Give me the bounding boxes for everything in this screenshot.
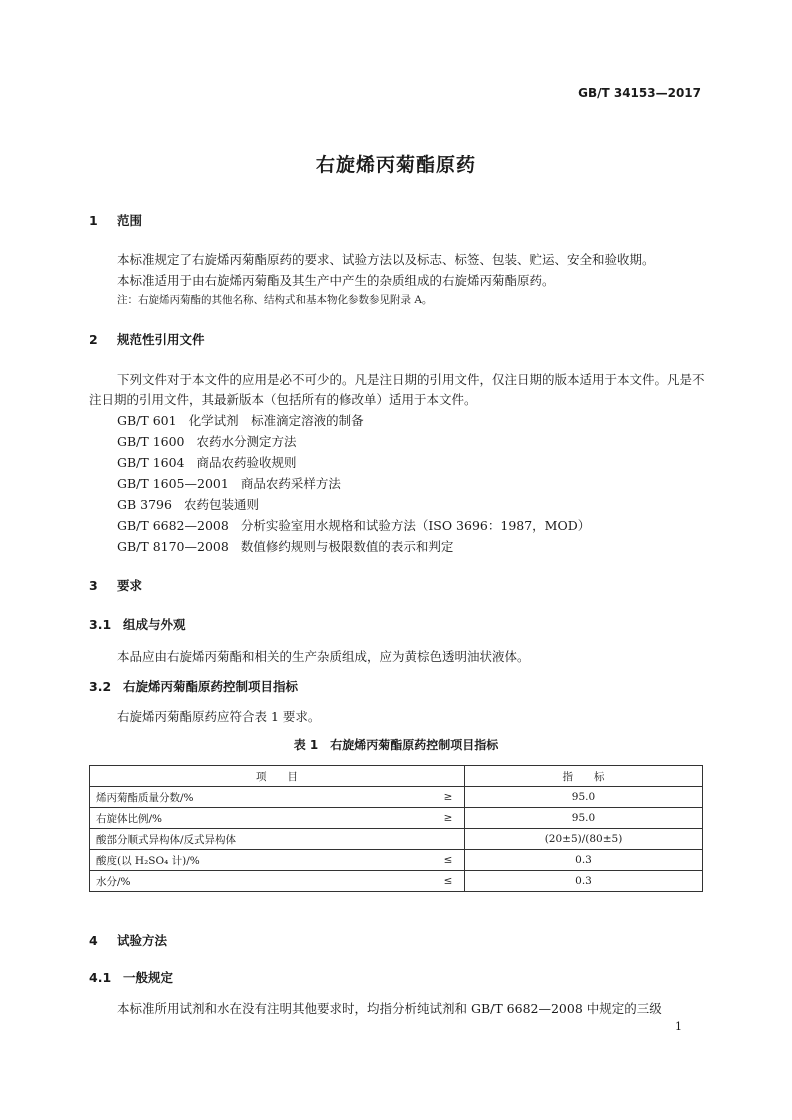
section-3-2-heading bbox=[89, 677, 298, 695]
page-number: 1 bbox=[675, 1020, 682, 1033]
reference-title: 商品农药验收规则 bbox=[196, 455, 297, 470]
row-operator: ≥ bbox=[432, 808, 465, 829]
reference-item bbox=[117, 432, 297, 450]
section-number: 2 bbox=[89, 332, 98, 347]
section-number: 4 bbox=[89, 933, 98, 948]
section-title: 组成与外观 bbox=[123, 617, 186, 632]
section-number: 3.2 bbox=[89, 679, 112, 694]
document-title: 右旋烯丙菊酯原药 bbox=[315, 154, 476, 176]
section-1-heading bbox=[89, 211, 142, 229]
row-operator: ≤ bbox=[432, 850, 465, 871]
row-operator: ≥ bbox=[432, 787, 465, 808]
row-item: 酸度(以 H₂SO₄ 计)/% bbox=[90, 850, 433, 871]
section-title: 规范性引用文件 bbox=[117, 332, 205, 347]
general-provisions-text: 本标准所用试剂和水在没有注明其他要求时，均指分析纯试剂和 GB/T 6682—2008 中规定的三级 bbox=[117, 1001, 662, 1016]
table-header-row bbox=[90, 766, 703, 787]
reference-title: 农药水分测定方法 bbox=[196, 434, 297, 449]
section-number: 1 bbox=[89, 213, 98, 228]
row-item: 烯丙菊酯质量分数/% bbox=[90, 787, 433, 808]
section-title: 范围 bbox=[117, 213, 143, 228]
scope-paragraph-2: 本标准适用于由右旋烯丙菊酯及其生产中产生的杂质组成的右旋烯丙菊酯原药。 bbox=[117, 273, 555, 288]
reference-code: GB/T 8170—2008 bbox=[117, 539, 229, 554]
section-4-1-heading bbox=[89, 968, 173, 986]
reference-code: GB/T 1604 bbox=[117, 455, 185, 470]
reference-code: GB/T 6682—2008 bbox=[117, 518, 229, 533]
table-row bbox=[90, 787, 703, 808]
section-number: 4.1 bbox=[89, 970, 112, 985]
reference-item bbox=[117, 411, 364, 429]
section-3-1-heading bbox=[89, 615, 186, 633]
reference-item bbox=[117, 516, 590, 534]
section-number: 3 bbox=[89, 578, 98, 593]
reference-title: 商品农药采样方法 bbox=[240, 476, 341, 491]
references-intro: 下列文件对于本文件的应用是必不可少的。凡是注日期的引用文件，仅注日期的版本适用于本文件。凡是不注日期的引用文件，其最新版本（包括所有的修改单）适用于本文件。 bbox=[89, 372, 705, 407]
reference-title: 分析实验室用水规格和试验方法（ISO 3696：1987，MOD） bbox=[240, 518, 591, 533]
reference-code: GB/T 1605—2001 bbox=[117, 476, 229, 491]
reference-code: GB/T 601 bbox=[117, 413, 177, 428]
table-caption: 表 1 右旋烯丙菊酯原药控制项目指标 bbox=[293, 738, 499, 752]
reference-code: GB/T 1600 bbox=[117, 434, 185, 449]
reference-code: GB 3796 bbox=[117, 497, 172, 512]
scope-note: 注：右旋烯丙菊酯的其他名称、结构式和基本物化参数参见附录 A。 bbox=[117, 294, 433, 306]
row-item: 水分/% bbox=[90, 871, 433, 892]
table-reference-text: 右旋烯丙菊酯原药应符合表 1 要求。 bbox=[117, 709, 321, 724]
reference-title: 数值修约规则与极限数值的表示和判定 bbox=[240, 539, 454, 554]
row-value: (20±5)/(80±5) bbox=[465, 829, 703, 850]
row-operator bbox=[432, 829, 465, 850]
scope-paragraph-1: 本标准规定了右旋烯丙菊酯原药的要求、试验方法以及标志、标签、包装、贮运、安全和验收期。 bbox=[117, 252, 655, 267]
row-value: 0.3 bbox=[465, 871, 703, 892]
standard-number: GB/T 34153—2017 bbox=[578, 86, 701, 100]
reference-item bbox=[117, 537, 453, 555]
section-title: 试验方法 bbox=[117, 933, 168, 948]
appearance-text: 本品应由右旋烯丙菊酯和相关的生产杂质组成，应为黄棕色透明油状液体。 bbox=[117, 649, 530, 664]
reference-item bbox=[117, 474, 341, 492]
section-4-heading bbox=[89, 931, 167, 949]
section-2-heading bbox=[89, 330, 205, 348]
table-row bbox=[90, 829, 703, 850]
column-header-value: 指 标 bbox=[465, 766, 703, 787]
table-row bbox=[90, 871, 703, 892]
row-value: 95.0 bbox=[465, 808, 703, 829]
reference-title: 化学试剂 标准滴定溶液的制备 bbox=[188, 413, 364, 428]
section-3-heading bbox=[89, 576, 142, 594]
row-value: 0.3 bbox=[465, 850, 703, 871]
table-row bbox=[90, 850, 703, 871]
reference-item bbox=[117, 453, 297, 471]
section-title: 要求 bbox=[117, 578, 143, 593]
section-title: 一般规定 bbox=[123, 970, 174, 985]
section-number: 3.1 bbox=[89, 617, 112, 632]
section-title: 右旋烯丙菊酯原药控制项目指标 bbox=[123, 679, 299, 694]
column-header-item: 项 目 bbox=[90, 766, 465, 787]
reference-item bbox=[117, 495, 259, 513]
specification-table bbox=[89, 765, 703, 892]
row-item: 酸部分顺式异构体/反式异构体 bbox=[90, 829, 433, 850]
row-operator: ≤ bbox=[432, 871, 465, 892]
row-item: 右旋体比例/% bbox=[90, 808, 433, 829]
table-row bbox=[90, 808, 703, 829]
row-value: 95.0 bbox=[465, 787, 703, 808]
reference-title: 农药包装通则 bbox=[183, 497, 259, 512]
